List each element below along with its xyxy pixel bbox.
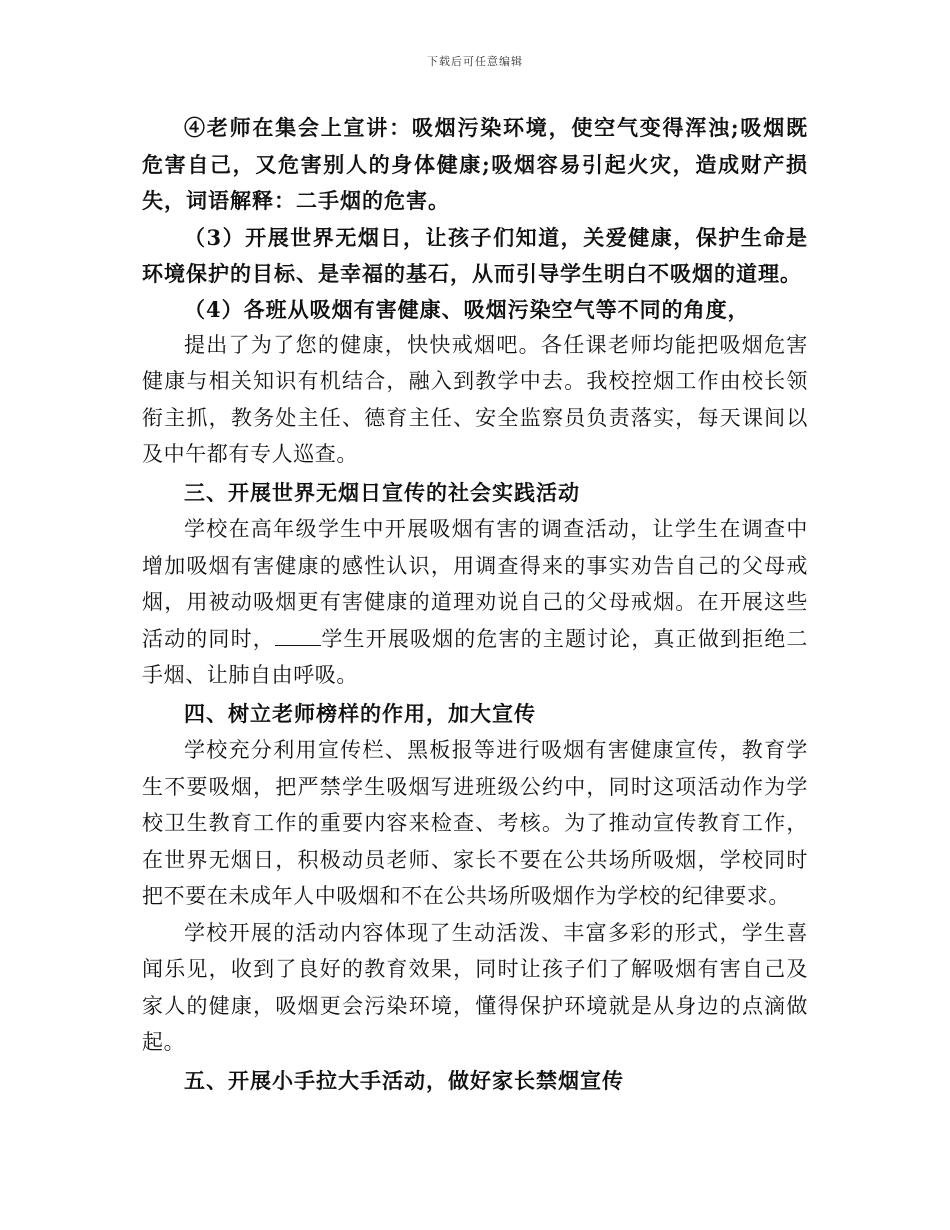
paragraph-item-3: （3）开展世界无烟日，让孩子们知道，关爱健康，保护生命是环境保护的目标、是幸福的基石，从而引导学生明白不吸烟的道理。: [142, 224, 808, 286]
section-heading-5: 五、开展小手拉大手活动，做好家长禁烟宣传: [184, 1067, 624, 1093]
paragraph-survey: [142, 511, 808, 694]
paragraph-survey-text: 学校在高年级学生中开展吸烟有害的调查活动，让学生在调查中增加吸烟有害健康的感性认识，用调查得来的事实劝告自己的父母戒烟，用被动吸烟更有害健康的道理劝说自己的父母戒烟。在开展这些活动的同时，: [142, 517, 808, 651]
document-body: [142, 110, 808, 1099]
paragraph-item-4: （4）各班从吸烟有害健康、吸烟污染空气等不同的角度，: [184, 296, 750, 322]
paragraph-activities: 学校开展的活动内容体现了生动活泼、丰富多彩的形式，学生喜闻乐见，收到了良好的教育效果，同时让孩子们了解吸烟有害自己及家人的健康，吸烟更会污染环境，懂得保护环境就是从身边的点滴做起。: [142, 920, 808, 1054]
paragraph-promotion: 学校充分利用宣传栏、黑板报等进行吸烟有害健康宣传，教育学生不要吸烟，把严禁学生吸烟写进班级公约中，同时这项活动作为学校卫生教育工作的重要内容来检查、考核。为了推动宣传教育工作，在世界无烟日，积极动员老师、家长不要在公共场所吸烟，学校同时把不要在未成年人中吸烟和不在公共场所吸烟作为学校的纪律要求。: [142, 738, 808, 908]
paragraph-teacher-speech: ④老师在集会上宣讲：吸烟污染环境，使空气变得浑浊;吸烟既危害自己，又危害别人的身体健康;吸烟容易引起火灾，造成财产损失，词语解释：二手烟的危害。: [142, 115, 808, 213]
page-header-note: 下载后可任意编辑: [427, 55, 523, 68]
section-heading-3: 三、开展世界无烟日宣传的社会实践活动: [184, 479, 580, 505]
paragraph-survey-text-cont: 学生开展吸烟的危害的主题讨论，真正做到拒绝二手烟、让肺自由呼吸。: [142, 626, 808, 687]
paragraph-classes: 提出了为了您的健康，快快戒烟吧。各任课老师均能把吸烟危害健康与相关知识有机结合，融入到教学中去。我校控烟工作由校长领衔主抓，教务处主任、德育主任、安全监察员负责落实，每天课间以及中午都有专人巡查。: [142, 332, 808, 466]
fill-blank: [275, 627, 321, 646]
section-heading-4: 四、树立老师榜样的作用，加大宣传: [184, 700, 536, 726]
